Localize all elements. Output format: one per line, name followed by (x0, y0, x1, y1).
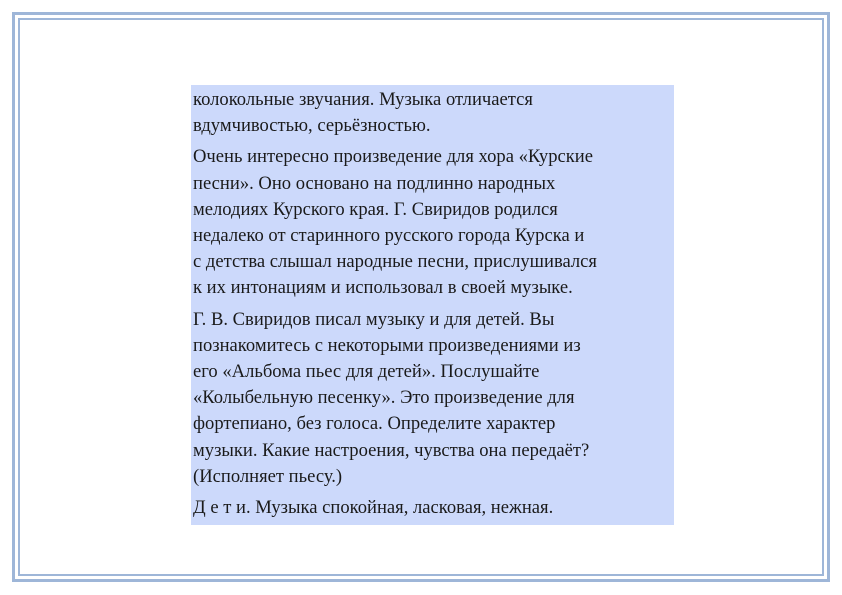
paragraph-children-answer: Д е т и. Музыка спокойная, ласковая, нежная. (193, 497, 554, 519)
paragraph-children-album: Г. В. Свиридов писал музыку и для детей. Вы познакомитесь с некоторыми произведениями из его «Альбома пьес для детей». Послушайте «Колыбельную песенку». Это произведение для фортепиано, без голоса. Определите характер музыки. Какие настроения, чувства она передаёт? (Исполняет пьесу.) (193, 308, 590, 487)
paragraph-kursk-songs: Очень интересно произведение для хора «Курские песни». Оно основано на подлинно народных мелодиях Курского края. Г. Свиридов родился недалеко от старинного русского города Курска и с детства слышал народные песни, прислушивался к их интонациям и использовал в своей музыке. (193, 146, 597, 299)
text-box (191, 85, 674, 525)
paragraph-bells: колокольные звучания. Музыка отличается вдумчивостью, серьёзностью. (193, 89, 533, 137)
